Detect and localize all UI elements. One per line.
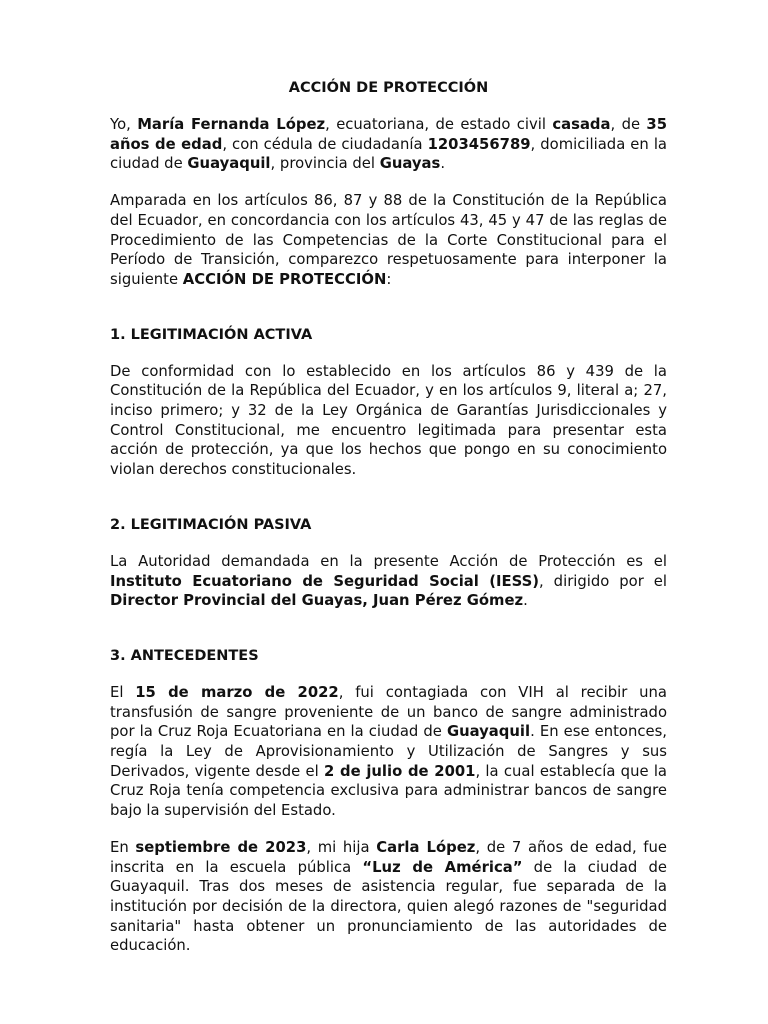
amparo-text: Amparada en los artículos 86, 87 y 88 de la Constitución de la República del Ecuador, en concordancia con los artículos 43, 45 y 47 de las reglas de Procedimiento de las Competencias de la Corte Constitucional para el Período de Transición, comparezco respetuosamente para interponer la siguiente	[110, 192, 667, 288]
civil-status: casada	[552, 116, 611, 133]
daughter-name: Carla López	[376, 838, 476, 856]
pasiva-text: .	[523, 592, 528, 610]
plaintiff-age: 35 años de edad	[110, 116, 667, 153]
intro-text: , provincia del	[270, 155, 380, 173]
antecedentes-text: de la ciudad de Guayaquil. Tras dos meses de asistencia regular, fue separada de la institución por decisión de la directora, quien alegó razones de "seguridad sanitaria" hasta obtener un pronunciamiento de las autoridades de educación.	[110, 858, 668, 955]
law-date: 2 de julio de 2001	[323, 762, 476, 780]
quote-close: ”	[512, 858, 523, 876]
antecedentes-paragraph-1	[110, 683, 667, 821]
antecedentes-paragraph-2	[110, 838, 667, 956]
id-number: 1203456789	[427, 135, 531, 153]
intro-text: Yo,	[110, 116, 138, 133]
antecedentes-text: El	[110, 683, 136, 701]
city: Guayaquil	[446, 723, 531, 741]
intro-text: , de	[610, 116, 647, 133]
intro-text: , con cédula de ciudadanía	[222, 135, 428, 153]
legitimacion-activa-paragraph: De conformidad con lo establecido en los artículos 86 y 439 de la Constitución de la República del Ecuador, y en los artículos 9, literal a; 27, inciso primero; y 32 de la Ley Orgánica de Garantías Jurisdiccionales y Control Constitucional, me encuentro legitimada para presentar esta acción de protección, ya que los hechos que pongo en su conocimiento violan derechos constitucionales.	[110, 362, 667, 479]
antecedentes-text: , mi hija	[306, 838, 377, 856]
quote-open: “	[362, 858, 373, 876]
section-heading-legitimacion-pasiva: 2. LEGITIMACIÓN PASIVA	[110, 516, 312, 533]
intro-text: , ecuatoriana, de estado civil	[325, 116, 553, 133]
antecedentes-text: En	[110, 838, 136, 856]
defendant-institution: Instituto Ecuatoriano de Seguridad Social (IESS)	[110, 572, 540, 590]
antecedentes-text: . En ese entonces, regía la Ley de Aprovisionamiento y Utilización de Sangres y sus Derivados, vigente desde el	[110, 723, 668, 780]
intro-text: , domiciliada en la ciudad de	[110, 135, 667, 173]
intro-text: .	[440, 155, 446, 173]
province: Guayas	[379, 155, 441, 173]
antecedentes-text: , de 7 años de edad, fue inscrita en la escuela pública	[110, 838, 667, 876]
action-name: ACCIÓN DE PROTECCIÓN	[182, 270, 387, 288]
defendant-director: Director Provincial del Guayas, Juan Pérez Gómez	[110, 592, 524, 610]
pasiva-text: La Autoridad demandada en la presente Acción de Protección es el	[110, 552, 667, 570]
infection-date: 15 de marzo de 2022	[135, 683, 339, 701]
school-name: Luz de América	[372, 858, 513, 876]
section-heading-legitimacion-activa: 1. LEGITIMACIÓN ACTIVA	[110, 326, 313, 343]
plaintiff-name: María Fernanda López	[137, 116, 326, 133]
antecedentes-text: , fui contagiada con VIH al recibir una transfusión de sangre proveniente de un banco de sangre administrado por la Cruz Roja Ecuatoriana en la ciudad de	[110, 683, 667, 741]
document-title: ACCIÓN DE PROTECCIÓN	[288, 80, 489, 96]
pasiva-text: , dirigido por el	[539, 572, 667, 590]
intro-paragraph	[110, 115, 667, 174]
city: Guayaquil	[187, 155, 271, 173]
amparo-text: :	[386, 270, 392, 288]
section-heading-antecedentes: 3. ANTECEDENTES	[110, 647, 259, 664]
antecedentes-text: , la cual establecía que la Cruz Roja tenía competencia exclusiva para administrar bancos de sangre bajo la supervisión del Estado.	[110, 762, 667, 820]
legitimacion-pasiva-paragraph	[110, 552, 667, 611]
enrollment-date: septiembre de 2023	[135, 838, 307, 856]
amparo-paragraph	[110, 191, 667, 290]
